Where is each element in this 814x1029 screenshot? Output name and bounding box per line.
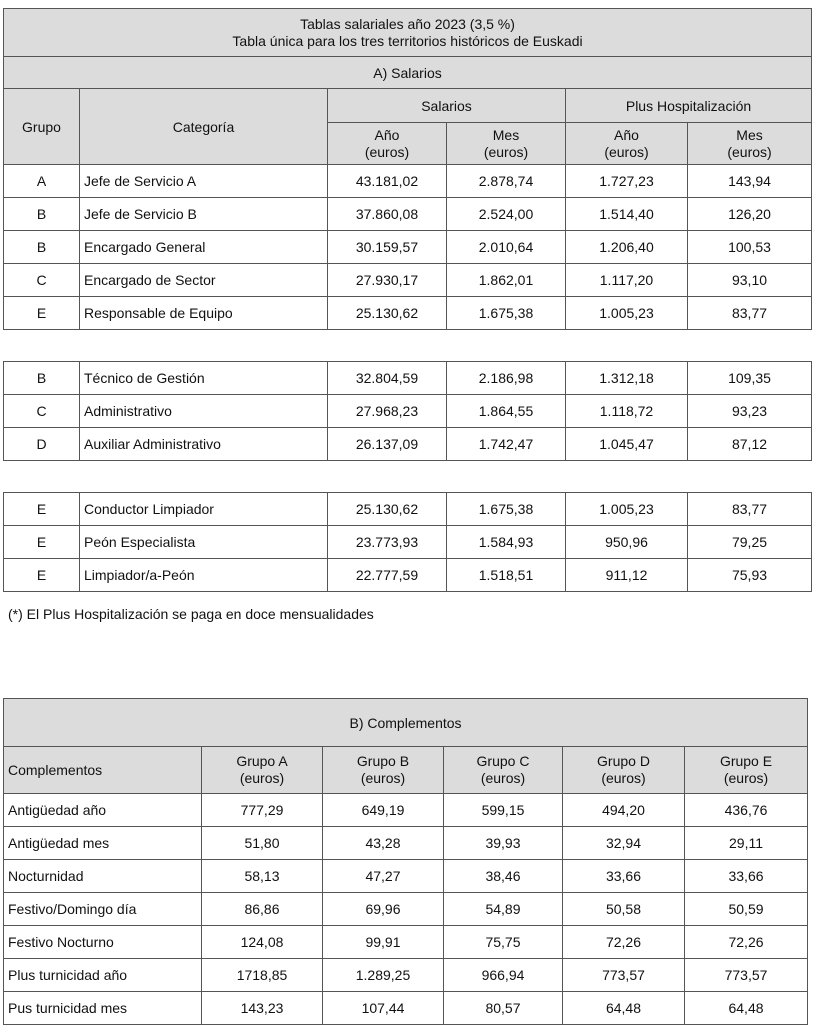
cell-complemento-value: 50,59 [685,893,808,926]
header-grupo-col: Grupo B (euros) [323,747,444,794]
cell-plus-mes: 93,10 [688,264,812,297]
cell-salario-ano: 32.804,59 [328,362,447,395]
cell-plus-mes: 126,20 [688,198,812,231]
cell-complemento-label: Antigüedad año [4,794,202,827]
cell-plus-ano: 1.045,47 [566,428,688,461]
block-separator [4,330,812,362]
cell-plus-mes: 75,93 [688,559,812,592]
cell-salario-mes: 1.742,47 [447,428,566,461]
cell-salario-ano: 30.159,57 [328,231,447,264]
cell-plus-ano: 911,12 [566,559,688,592]
cell-plus-ano: 1.206,40 [566,231,688,264]
cell-complemento-value: 69,96 [323,893,444,926]
table-row [4,395,812,428]
cell-salario-ano: 26.137,09 [328,428,447,461]
table-row [4,827,808,860]
cell-salario-mes: 2.186,98 [447,362,566,395]
cell-grupo: B [4,231,80,264]
header-categoria: Categoría [80,89,328,165]
cell-complemento-value: 436,76 [685,794,808,827]
cell-plus-ano: 1.727,23 [566,165,688,198]
table-row [4,493,812,526]
header-grupo: Grupo [4,89,80,165]
cell-plus-ano: 1.005,23 [566,493,688,526]
cell-complemento-value: 80,57 [444,992,563,1025]
cell-categoria: Peón Especialista [80,526,328,559]
cell-complemento-value: 773,57 [685,959,808,992]
table-title-line2: Tabla única para los tres territorios históricos de Euskadi [232,32,583,49]
cell-complemento-label: Festivo Nocturno [4,926,202,959]
cell-plus-ano: 1.514,40 [566,198,688,231]
cell-salario-ano: 22.777,59 [328,559,447,592]
table-row [4,926,808,959]
table-row [4,231,812,264]
cell-grupo: D [4,428,80,461]
cell-complemento-value: 75,75 [444,926,563,959]
header-grupo-col: Grupo D (euros) [563,747,685,794]
cell-plus-mes: 143,94 [688,165,812,198]
section-title-salarios: A) Salarios [4,57,812,89]
cell-grupo: E [4,559,80,592]
cell-complemento-value: 54,89 [444,893,563,926]
cell-plus-mes: 100,53 [688,231,812,264]
cell-salario-ano: 27.968,23 [328,395,447,428]
cell-complemento-value: 649,19 [323,794,444,827]
cell-plus-ano: 1.117,20 [566,264,688,297]
table-row [4,959,808,992]
cell-complemento-value: 966,94 [444,959,563,992]
table-row [4,860,808,893]
header-grupo-col: Grupo E (euros) [685,747,808,794]
cell-salario-mes: 1.862,01 [447,264,566,297]
table-row [4,893,808,926]
table-title [4,9,812,57]
header-plus-ano: Año (euros) [566,123,688,165]
cell-salario-ano: 37.860,08 [328,198,447,231]
cell-plus-mes: 83,77 [688,493,812,526]
cell-complemento-value: 32,94 [563,827,685,860]
cell-salario-mes: 1.864,55 [447,395,566,428]
cell-grupo: C [4,264,80,297]
salary-table [3,8,812,592]
cell-complemento-value: 99,91 [323,926,444,959]
cell-complemento-value: 143,23 [202,992,323,1025]
cell-complemento-value: 47,27 [323,860,444,893]
table-row [4,794,808,827]
cell-salario-ano: 25.130,62 [328,297,447,330]
cell-complemento-label: Antigüedad mes [4,827,202,860]
header-salarios-mes: Mes (euros) [447,123,566,165]
cell-complemento-value: 1.289,25 [323,959,444,992]
cell-plus-mes: 83,77 [688,297,812,330]
cell-categoria: Limpiador/a-Peón [80,559,328,592]
cell-complemento-value: 124,08 [202,926,323,959]
cell-complemento-label: Nocturnidad [4,860,202,893]
cell-plus-mes: 109,35 [688,362,812,395]
header-grupo-col: Grupo C (euros) [444,747,563,794]
table-row [4,264,812,297]
cell-salario-mes: 2.878,74 [447,165,566,198]
table-row [4,362,812,395]
cell-plus-mes: 87,12 [688,428,812,461]
cell-grupo: C [4,395,80,428]
cell-complemento-value: 86,86 [202,893,323,926]
header-salarios: Salarios [328,89,566,123]
cell-salario-ano: 43.181,02 [328,165,447,198]
cell-salario-mes: 2.524,00 [447,198,566,231]
complementos-table [3,698,808,1025]
cell-complemento-value: 39,93 [444,827,563,860]
cell-complemento-value: 72,26 [685,926,808,959]
cell-plus-ano: 1.118,72 [566,395,688,428]
cell-categoria: Jefe de Servicio A [80,165,328,198]
cell-categoria: Encargado General [80,231,328,264]
cell-complemento-value: 64,48 [563,992,685,1025]
cell-plus-ano: 950,96 [566,526,688,559]
cell-complemento-value: 494,20 [563,794,685,827]
cell-salario-mes: 1.518,51 [447,559,566,592]
cell-complemento-value: 107,44 [323,992,444,1025]
cell-complemento-label: Festivo/Domingo día [4,893,202,926]
table-row [4,428,812,461]
header-plus-hospitalizacion: Plus Hospitalización [566,89,812,123]
cell-complemento-value: 33,66 [563,860,685,893]
cell-complemento-value: 773,57 [563,959,685,992]
cell-complemento-value: 51,80 [202,827,323,860]
table-row [4,297,812,330]
cell-salario-mes: 1.584,93 [447,526,566,559]
cell-complemento-label: Pus turnicidad mes [4,992,202,1025]
cell-salario-ano: 27.930,17 [328,264,447,297]
cell-categoria: Jefe de Servicio B [80,198,328,231]
table-row [4,198,812,231]
cell-complemento-label: Plus turnicidad año [4,959,202,992]
header-plus-mes: Mes (euros) [688,123,812,165]
cell-plus-mes: 93,23 [688,395,812,428]
cell-salario-ano: 25.130,62 [328,493,447,526]
header-salarios-ano: Año (euros) [328,123,447,165]
cell-categoria: Responsable de Equipo [80,297,328,330]
cell-salario-ano: 23.773,93 [328,526,447,559]
cell-salario-mes: 1.675,38 [447,297,566,330]
cell-complemento-value: 64,48 [685,992,808,1025]
cell-grupo: B [4,198,80,231]
section-title-complementos: B) Complementos [4,699,808,747]
cell-categoria: Auxiliar Administrativo [80,428,328,461]
header-grupo-col: Grupo A (euros) [202,747,323,794]
cell-grupo: A [4,165,80,198]
cell-salario-mes: 1.675,38 [447,493,566,526]
cell-categoria: Administrativo [80,395,328,428]
table-row [4,165,812,198]
block-separator [4,461,812,493]
cell-plus-mes: 79,25 [688,526,812,559]
table-title-line1: Tablas salariales año 2023 (3,5 %) [300,15,515,32]
cell-plus-ano: 1.312,18 [566,362,688,395]
table-row [4,526,812,559]
cell-complemento-value: 599,15 [444,794,563,827]
cell-grupo: B [4,362,80,395]
cell-plus-ano: 1.005,23 [566,297,688,330]
cell-complemento-value: 58,13 [202,860,323,893]
header-complementos: Complementos [4,747,202,794]
cell-grupo: E [4,297,80,330]
cell-grupo: E [4,493,80,526]
cell-categoria: Conductor Limpiador [80,493,328,526]
table-row [4,992,808,1025]
cell-complemento-value: 29,11 [685,827,808,860]
cell-salario-mes: 2.010,64 [447,231,566,264]
cell-complemento-value: 1718,85 [202,959,323,992]
cell-grupo: E [4,526,80,559]
table-row [4,559,812,592]
cell-complemento-value: 50,58 [563,893,685,926]
footnote: (*) El Plus Hospitalización se paga en doce mensualidades [8,606,374,622]
cell-complemento-value: 777,29 [202,794,323,827]
cell-complemento-value: 33,66 [685,860,808,893]
cell-categoria: Técnico de Gestión [80,362,328,395]
cell-categoria: Encargado de Sector [80,264,328,297]
cell-complemento-value: 72,26 [563,926,685,959]
cell-complemento-value: 38,46 [444,860,563,893]
cell-complemento-value: 43,28 [323,827,444,860]
